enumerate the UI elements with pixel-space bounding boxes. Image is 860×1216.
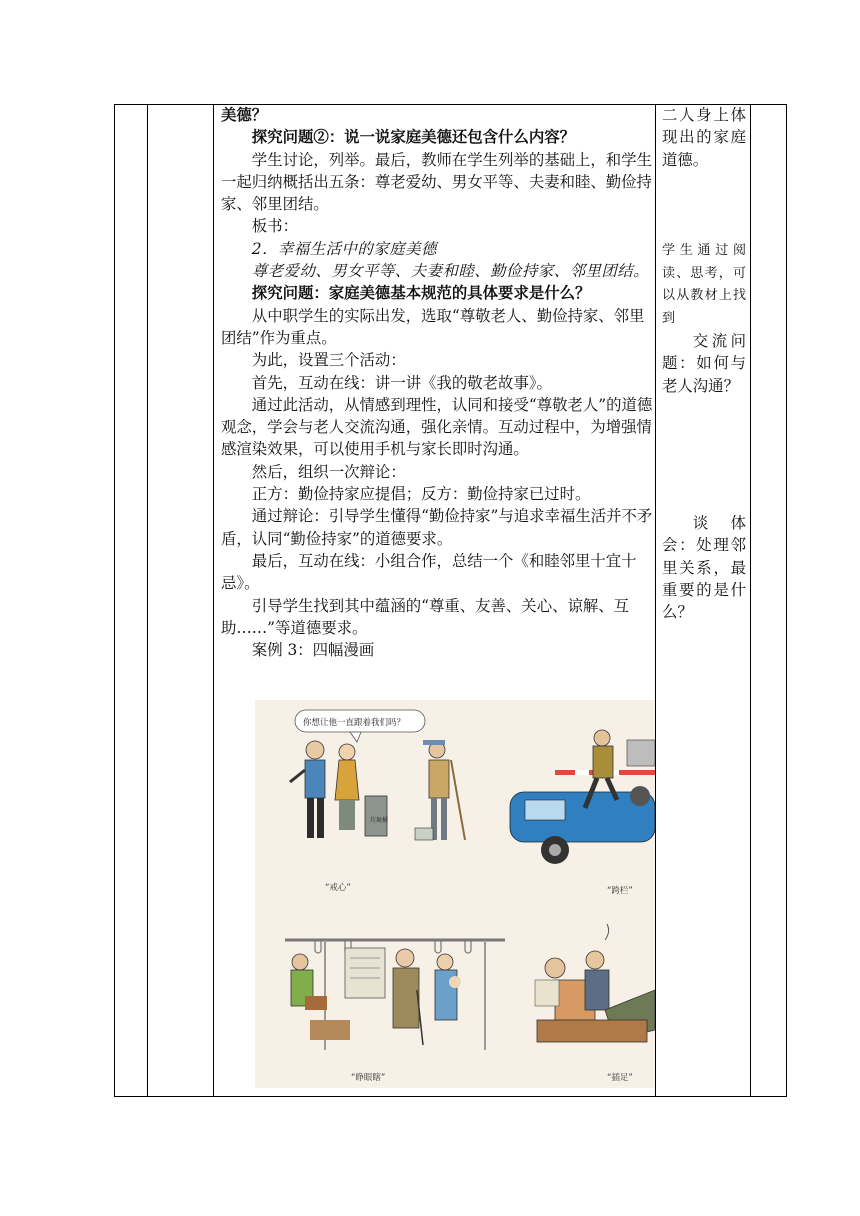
table-border-right bbox=[786, 104, 787, 1097]
table-col-divider-3 bbox=[655, 104, 656, 1097]
table-border-left bbox=[114, 104, 115, 1097]
table-col-divider-2 bbox=[213, 104, 214, 1097]
table-col-divider-1 bbox=[147, 104, 148, 1097]
teaching-process-column bbox=[221, 104, 654, 661]
paragraph: 引导学生找到其中蕴涵的“尊重、友善、关心、谅解、互助……”等道德要求。 bbox=[221, 596, 630, 637]
board-heading: 板书： bbox=[251, 217, 298, 236]
debate-sides: 正方：勤俭持家应提倡；反方：勤俭持家已过时。 bbox=[251, 485, 591, 504]
paragraph: 通过此活动，从情感到理性，认同和接受“尊敬老人”的道德观念，学会与老人交流沟通，强化亲情。互动过程中，为增强情感渲染效果，可以使用手机与家长即时沟通。 bbox=[221, 395, 653, 459]
paragraph: 通过辩论：引导学生懂得“勤俭持家”与追求幸福生活并不矛盾，认同“勤俭持家”的道德要求。 bbox=[221, 507, 653, 548]
note-communicate-elders: 交流问题：如何与老人沟通？ bbox=[662, 332, 746, 395]
bin-label: 垃圾桶 bbox=[370, 817, 389, 824]
caption-pretend-blind: “睁眼瞎” bbox=[351, 1073, 386, 1083]
four-cartoons-image bbox=[255, 700, 655, 1088]
activity-1: 首先，互动在线：讲一讲《我的敬老故事》。 bbox=[251, 373, 552, 392]
table-border-bottom bbox=[114, 1096, 787, 1097]
table-col-divider-4 bbox=[750, 104, 751, 1097]
cartoon-illustration bbox=[255, 700, 655, 1088]
inquiry-question: 探究问题：家庭美德基本规范的具体要求是什么？ bbox=[251, 284, 591, 303]
caption-wariness: “戒心” bbox=[325, 883, 351, 893]
case-3-heading: 案例 3：四幅漫画 bbox=[251, 641, 375, 660]
paragraph: 为此，设置三个活动： bbox=[251, 351, 406, 370]
speech-bubble-text: 你想让他一直跟着我们吗？ bbox=[303, 718, 406, 728]
caption-cutting-in: “插足” bbox=[607, 1073, 633, 1083]
note-neighbor-relations: 谈体会：处理邻里关系，最重要的是什么？ bbox=[662, 514, 746, 622]
paragraph: 从中职学生的实际出发，选取“尊敬老人、勤俭持家、邻里团结”作为重点。 bbox=[221, 306, 645, 347]
board-content: 尊老爱幼、男女平等、夫妻和睦、勤俭持家、邻里团结。 bbox=[251, 262, 650, 281]
caption-hurdle: “跨栏” bbox=[607, 886, 633, 896]
inquiry-question-2: 探究问题②：说一说家庭美德还包含什么内容？ bbox=[251, 128, 576, 147]
activity-2: 然后，组织一次辩论： bbox=[251, 462, 406, 481]
text-line: 美德？ bbox=[221, 106, 268, 124]
note-read-textbook: 学生通过阅读、思考，可以从教材上找到 bbox=[662, 243, 746, 326]
board-item: 2．幸福生活中的家庭美德 bbox=[251, 239, 437, 258]
note-family-morality: 二人身上体现出的家庭道德。 bbox=[662, 106, 746, 169]
activity-3: 最后，互动在线：小组合作，总结一个《和睦邻里十宜十忌》。 bbox=[221, 551, 637, 593]
paragraph: 学生讨论，列举。最后，教师在学生列举的基础上，和学生一起归纳概括出五条：尊老爱幼、男女平等、夫妻和睦、勤俭持家、邻里团结。 bbox=[221, 150, 652, 214]
